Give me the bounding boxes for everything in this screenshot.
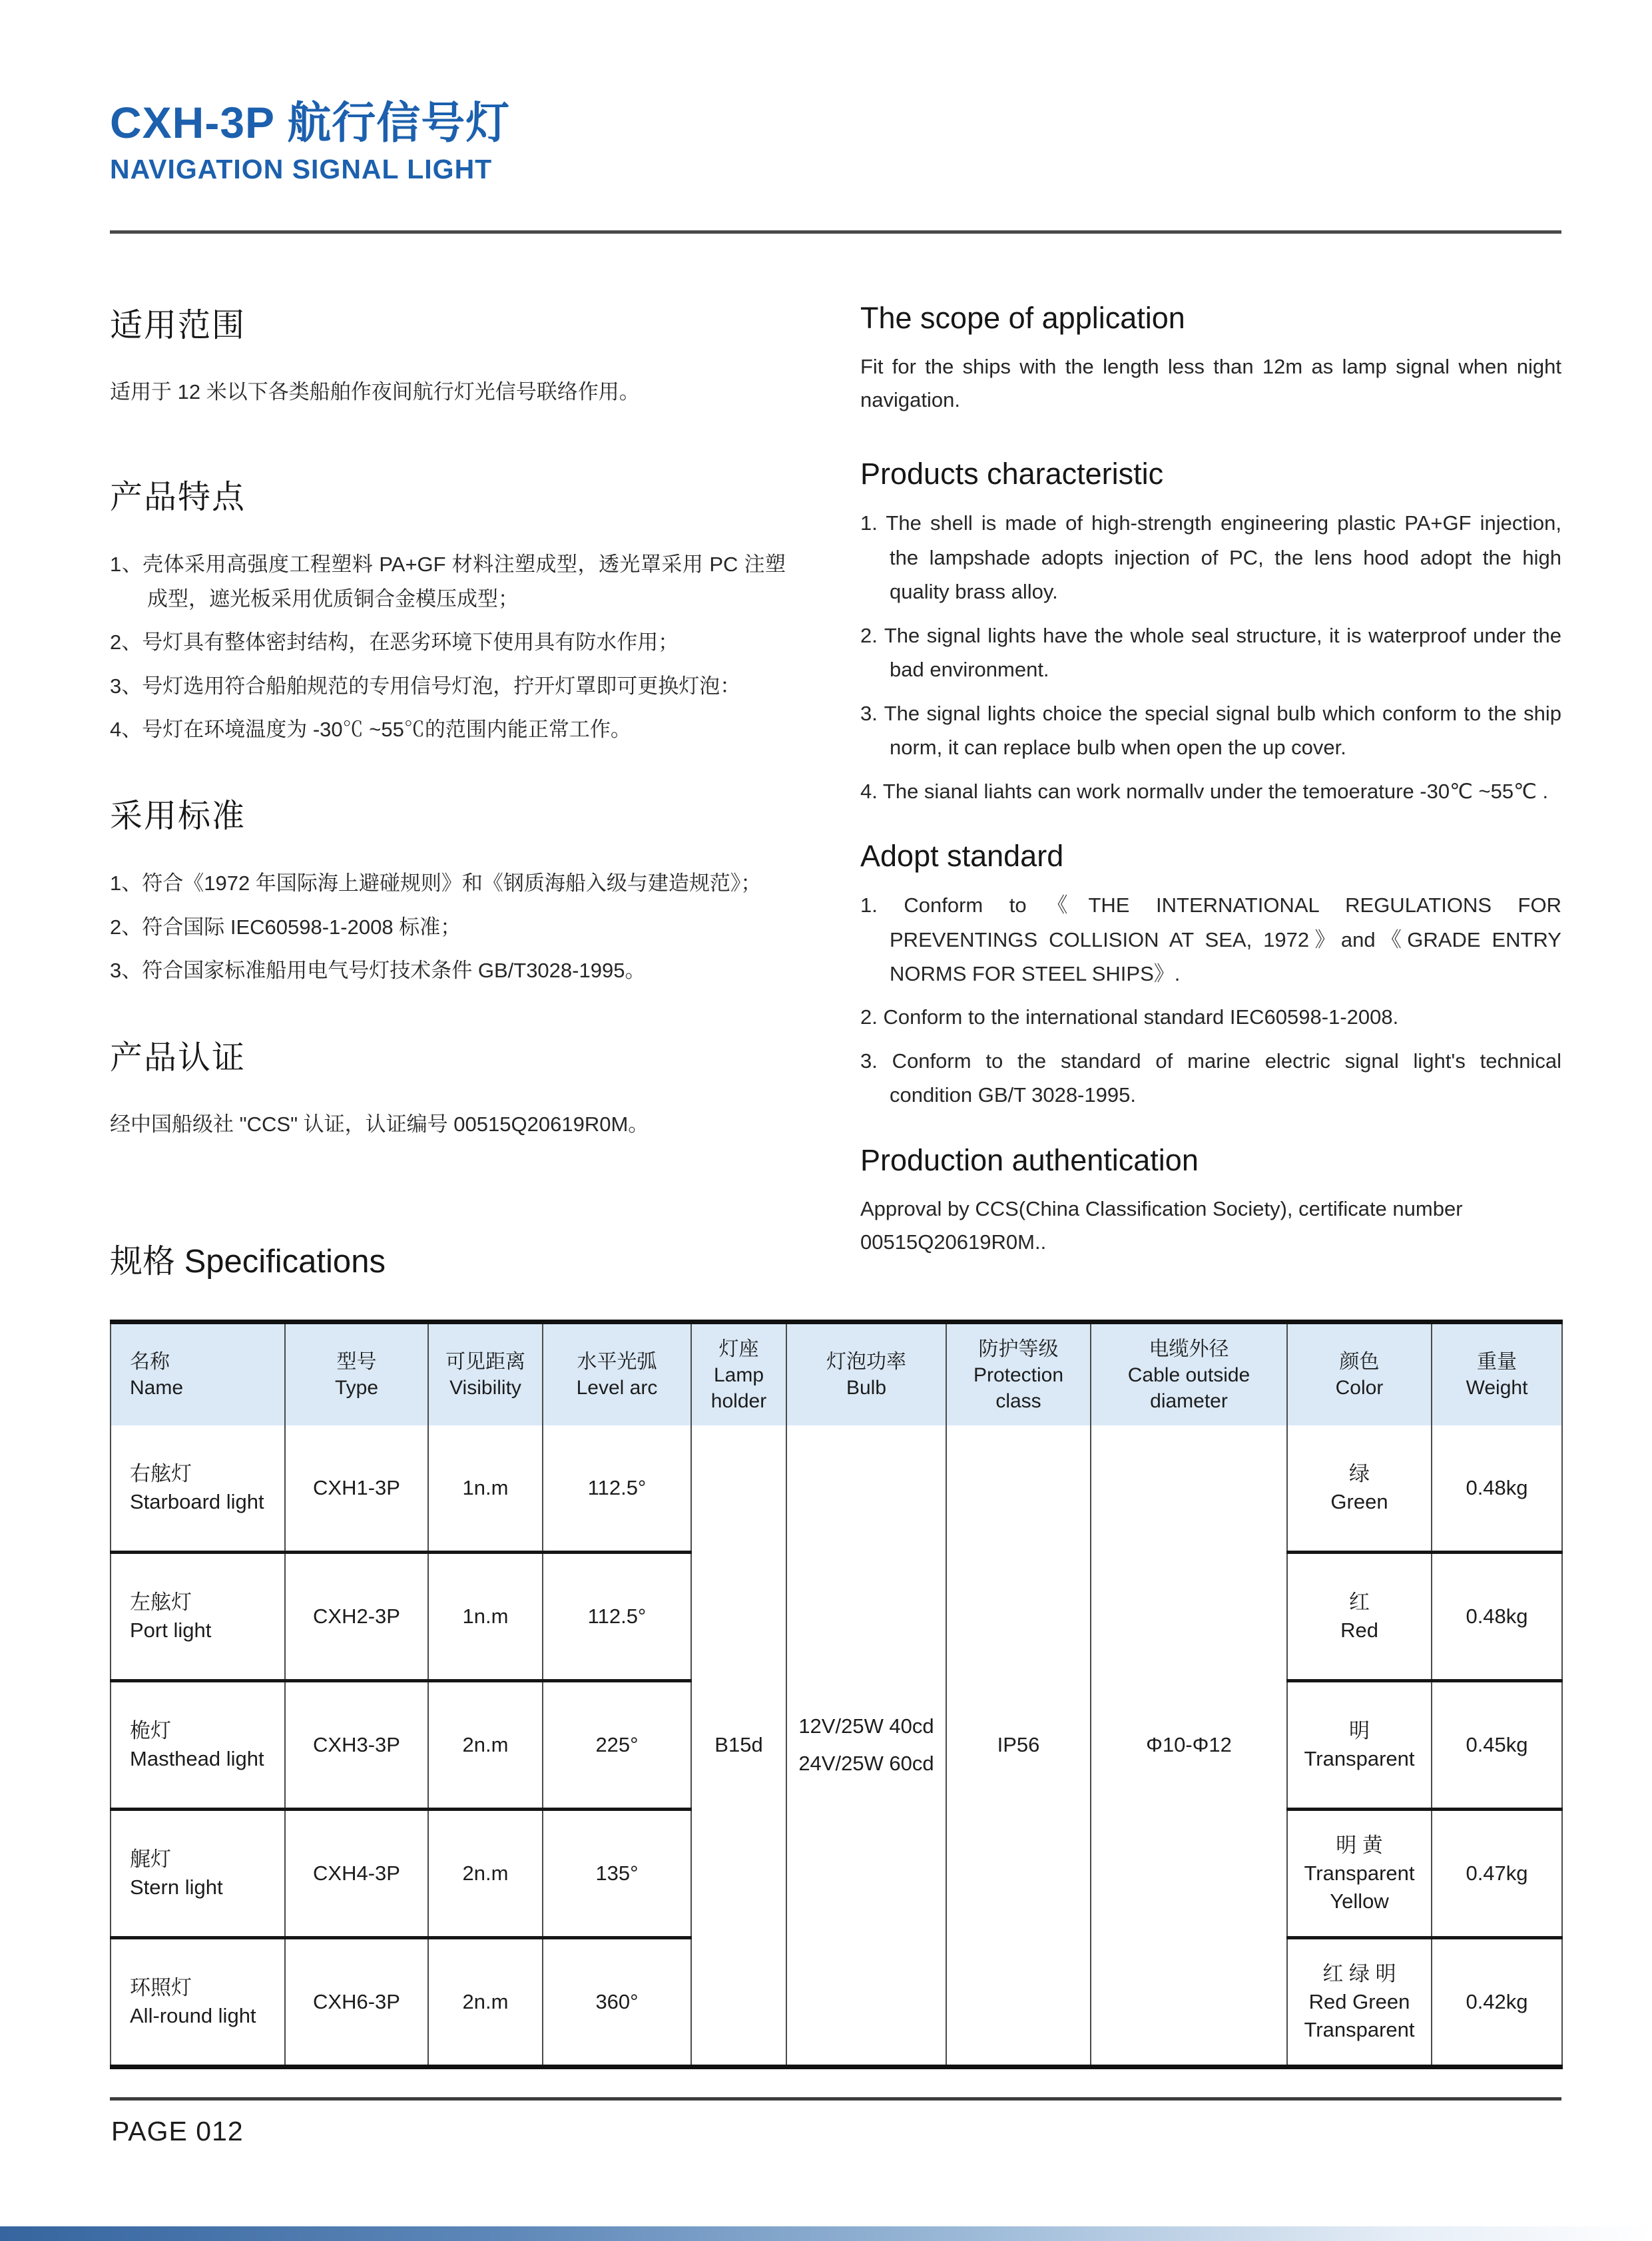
col-header-lamp-holder — [691, 1322, 786, 1426]
table-row — [111, 1425, 1562, 1553]
section-heading-features-en: Products characteristic — [860, 457, 1164, 491]
col-header-cable — [1091, 1322, 1287, 1426]
cell-name-cn: 右舷灯 — [130, 1462, 192, 1486]
cell-color-en: Red — [1340, 1618, 1378, 1642]
cell-name-cn: 环照灯 — [130, 1976, 192, 2000]
bulb-line-2: 24V/25W 60cd — [798, 1752, 934, 1775]
cell-color — [1287, 1553, 1432, 1681]
cell-name-en: Stern light — [130, 1875, 223, 1899]
col-header-weight — [1432, 1322, 1562, 1426]
cell-name — [111, 1681, 285, 1810]
col-header-en: Visibility — [449, 1377, 521, 1399]
col-header-cn: 防护等级 — [978, 1338, 1059, 1360]
cell-name-cn: 艉灯 — [130, 1848, 171, 1871]
cell-level-arc: 360° — [543, 1938, 691, 2067]
cell-color-cn: 红 绿 明 — [1322, 1962, 1396, 1986]
col-header-en: Color — [1335, 1377, 1384, 1399]
cell-color-cn: 明 黄 — [1336, 1834, 1383, 1858]
col-header-cn: 水平光弧 — [577, 1351, 657, 1373]
cell-weight: 0.48kg — [1432, 1553, 1562, 1681]
list-item: 2. Conform to the international standard IEC60598-1-2008. — [860, 1005, 1399, 1029]
col-header-cn: 可见距离 — [445, 1351, 525, 1373]
col-header-level-arc — [543, 1322, 691, 1426]
scope-body-en: Fit for the ships with the length less than 12m as lamp signal when night navigation. — [860, 355, 1561, 412]
features-list-cn — [110, 547, 786, 746]
list-item: 2、符合国际 IEC60598-1-2008 标准； — [110, 915, 461, 939]
list-item: 3. The signal lights choice the special signal bulb which conform to the ship norm, it can replace bulb when open the up cover. — [860, 701, 1561, 760]
specifications-heading: 规格 Specifications — [110, 1244, 386, 1280]
specifications-section — [110, 1236, 1561, 2069]
col-header-cn: 灯座 — [718, 1338, 759, 1360]
standards-list-cn — [110, 866, 786, 987]
list-item: 2. The signal lights have the whole seal structure, it is waterproof under the bad environment. — [860, 623, 1561, 682]
cell-type: CXH2-3P — [285, 1553, 428, 1681]
col-header-en: Weight — [1466, 1377, 1528, 1399]
col-header-cn: 颜色 — [1339, 1351, 1380, 1373]
cert-body-cn: 经中国船级社 "CCS" 认证，认证编号 00515Q20619R0M。 — [110, 1112, 649, 1136]
cell-weight: 0.48kg — [1432, 1425, 1562, 1553]
page-number: PAGE 012 — [111, 2116, 244, 2146]
cell-cable-merged: Φ10-Φ12 — [1091, 1425, 1287, 2067]
cell-weight: 0.47kg — [1432, 1810, 1562, 1938]
list-item: 1. Conform to《THE INTERNATIONAL REGULATIONS FOR PREVENTINGS COLLISION AT SEA, 1972》and《GRADE ENTRY NORMS FOR STEEL SHIPS》. — [860, 893, 1561, 985]
list-item: 4. The sianal liahts can work normallv under the temoerature -30℃ ~55℃ . — [860, 779, 1549, 803]
col-header-name — [111, 1322, 285, 1426]
col-header-en: Bulb — [846, 1377, 887, 1399]
col-header-en: Type — [334, 1377, 379, 1399]
list-item: 3. Conform to the standard of marine electric signal light's technical condition GB/T 3028-1995. — [860, 1049, 1561, 1107]
cell-color-cn: 红 — [1349, 1591, 1370, 1615]
col-header-visibility — [428, 1322, 543, 1426]
col-header-protection — [946, 1322, 1091, 1426]
cell-type: CXH4-3P — [285, 1810, 428, 1938]
col-header-en: Cable outside diameter — [1127, 1364, 1250, 1412]
cell-color-en: Green — [1330, 1490, 1388, 1513]
col-header-color — [1287, 1322, 1432, 1426]
cell-visibility: 1n.m — [428, 1425, 543, 1553]
cell-level-arc: 112.5° — [543, 1425, 691, 1553]
cell-color-en: Transparent — [1304, 1747, 1415, 1770]
list-item: 3、符合国家标准船用电气号灯技术条件 GB/T3028-1995。 — [110, 959, 646, 983]
scope-body-cn: 适用于 12 米以下各类船舶作夜间航行灯光信号联络作用。 — [110, 380, 640, 403]
footer-divider — [110, 2097, 1561, 2101]
cell-visibility: 1n.m — [428, 1553, 543, 1681]
header-divider — [110, 230, 1561, 234]
cell-level-arc: 135° — [543, 1810, 691, 1938]
list-item: 1、符合《1972 年国际海上避碰规则》和《钢质海船入级与建造规范》； — [110, 872, 762, 895]
cell-visibility: 2n.m — [428, 1938, 543, 2067]
cell-weight: 0.42kg — [1432, 1938, 1562, 2067]
cell-type: CXH3-3P — [285, 1681, 428, 1810]
col-header-en: Lamp holder — [710, 1364, 767, 1412]
col-header-en: Level arc — [576, 1377, 658, 1399]
cell-name — [111, 1938, 285, 2067]
cell-color-cn: 绿 — [1349, 1462, 1370, 1486]
cell-color — [1287, 1938, 1432, 2067]
section-heading-features-cn: 产品特点 — [110, 479, 246, 516]
col-header-en: Name — [130, 1377, 184, 1399]
doc-header — [110, 99, 510, 185]
bulb-line-1: 12V/25W 40cd — [798, 1714, 934, 1738]
cell-name-cn: 桅灯 — [130, 1719, 171, 1743]
specifications-table — [110, 1320, 1563, 2069]
section-heading-cert-en: Production authentication — [860, 1142, 1199, 1177]
page-title: CXH-3P 航行信号灯 — [110, 98, 511, 147]
col-header-type — [285, 1322, 428, 1426]
list-item: 1、壳体采用高强度工程塑料 PA+GF 材料注塑成型，透光罩采用 PC 注塑成型，遮光板采用优质铜合金模压成型； — [110, 553, 786, 611]
cell-visibility: 2n.m — [428, 1681, 543, 1810]
col-header-cn: 重量 — [1477, 1351, 1517, 1373]
cell-protection-merged: IP56 — [946, 1425, 1091, 2067]
section-heading-scope-en: The scope of application — [860, 301, 1185, 335]
cell-color-cn: 明 — [1349, 1719, 1370, 1743]
list-item: 1. The shell is made of high-strength engineering plastic PA+GF injection, the lampshade adopts injection of PC, the lens hood adopt the high quality brass alloy. — [860, 511, 1561, 604]
cell-name — [111, 1553, 285, 1681]
cell-name-en: Starboard light — [130, 1490, 264, 1513]
col-header-cn: 型号 — [336, 1351, 377, 1373]
cell-name-en: Masthead light — [130, 1747, 264, 1770]
cell-lamp-holder-merged: B15d — [691, 1425, 786, 2067]
cell-name — [111, 1810, 285, 1938]
page-subtitle: NAVIGATION SIGNAL LIGHT — [110, 153, 493, 184]
col-header-bulb — [786, 1322, 946, 1426]
list-item: 2、号灯具有整体密封结构，在恶劣环境下使用具有防水作用； — [110, 630, 679, 654]
cert-body-en: Approval by CCS(China Classification Society), certificate number 00515Q20619R0M.. — [860, 1196, 1463, 1254]
col-header-en: Protection class — [973, 1364, 1064, 1412]
section-heading-cert-cn: 产品认证 — [110, 1039, 246, 1076]
cell-name — [111, 1425, 285, 1553]
cell-color-en: Red Green Transparent — [1304, 1990, 1415, 2041]
left-column — [110, 300, 786, 1141]
cell-level-arc: 225° — [543, 1681, 691, 1810]
cell-name-en: All-round light — [130, 2004, 256, 2027]
cell-level-arc: 112.5° — [543, 1553, 691, 1681]
cell-name-cn: 左舷灯 — [130, 1591, 192, 1615]
cell-color-en: Transparent Yellow — [1304, 1862, 1415, 1913]
cell-color — [1287, 1681, 1432, 1810]
cell-bulb-merged — [786, 1425, 946, 2067]
bottom-accent-bar — [0, 2226, 1652, 2241]
table-header-row — [111, 1322, 1562, 1426]
col-header-cn: 电缆外径 — [1149, 1338, 1229, 1360]
col-header-cn: 灯泡功率 — [826, 1351, 906, 1373]
cell-name-en: Port light — [130, 1618, 212, 1642]
section-heading-standards-en: Adopt standard — [860, 839, 1064, 873]
section-heading-scope-cn: 适用范围 — [110, 308, 246, 344]
list-item: 3、号灯选用符合船舶规范的专用信号灯泡，拧开灯罩即可更换灯泡： — [110, 674, 741, 698]
cell-type: CXH1-3P — [285, 1425, 428, 1553]
cell-weight: 0.45kg — [1432, 1681, 1562, 1810]
section-heading-standards-cn: 采用标准 — [110, 798, 246, 835]
cell-color — [1287, 1425, 1432, 1553]
features-list-en — [860, 506, 1561, 808]
cell-visibility: 2n.m — [428, 1810, 543, 1938]
cell-color — [1287, 1810, 1432, 1938]
cell-type: CXH6-3P — [285, 1938, 428, 2067]
standards-list-en — [860, 888, 1561, 1113]
col-header-cn: 名称 — [130, 1351, 170, 1373]
right-column — [860, 301, 1561, 1259]
list-item: 4、号灯在环境温度为 -30℃ ~55℃的范围内能正常工作。 — [110, 718, 631, 742]
